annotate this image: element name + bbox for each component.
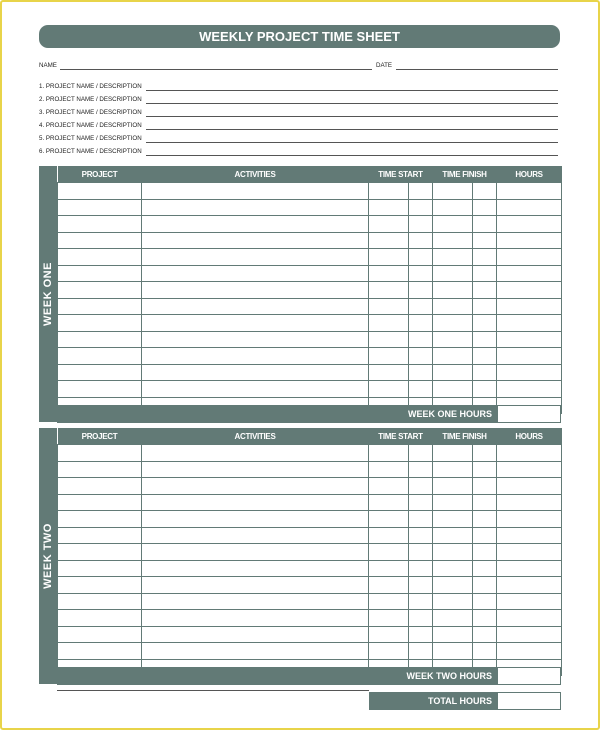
table-cell[interactable] (369, 331, 409, 348)
table-row (58, 544, 562, 561)
table-cell[interactable] (433, 381, 473, 398)
table-cell[interactable] (473, 544, 497, 561)
table-cell[interactable] (497, 199, 562, 216)
table-cell[interactable] (58, 364, 142, 381)
table-cell[interactable] (58, 249, 142, 266)
column-header-project: PROJECT (58, 428, 142, 445)
table-row (58, 381, 562, 398)
table-cell[interactable] (369, 560, 409, 577)
table-cell[interactable] (369, 445, 409, 462)
table-cell[interactable] (142, 381, 369, 398)
column-header-time-start: TIME START (369, 428, 433, 445)
table-cell[interactable] (409, 249, 433, 266)
table-row (58, 265, 562, 282)
total-hours-label: TOTAL HOURS (369, 692, 497, 710)
table-cell[interactable] (58, 610, 142, 627)
table-cell[interactable] (497, 232, 562, 249)
table-row (58, 626, 562, 643)
table-cell[interactable] (369, 461, 409, 478)
table-cell[interactable] (142, 331, 369, 348)
table-cell[interactable] (142, 577, 369, 594)
table-cell[interactable] (142, 527, 369, 544)
table-cell[interactable] (58, 544, 142, 561)
table-cell[interactable] (409, 445, 433, 462)
table-cell[interactable] (369, 478, 409, 495)
table-cell[interactable] (409, 527, 433, 544)
table-cell[interactable] (497, 249, 562, 266)
table-cell[interactable] (497, 494, 562, 511)
table-cell[interactable] (497, 381, 562, 398)
column-header-time-finish: TIME FINISH (433, 166, 497, 183)
table-row (58, 216, 562, 233)
table-cell[interactable] (409, 643, 433, 660)
table-cell[interactable] (142, 315, 369, 332)
week-one-table (57, 166, 562, 414)
table-cell[interactable] (497, 527, 562, 544)
table-cell[interactable] (369, 593, 409, 610)
table-cell[interactable] (369, 249, 409, 266)
table-cell[interactable] (369, 381, 409, 398)
table-cell[interactable] (369, 298, 409, 315)
table-cell[interactable] (433, 199, 473, 216)
table-cell[interactable] (142, 282, 369, 299)
table-row (58, 577, 562, 594)
table-row (58, 643, 562, 660)
table-cell[interactable] (473, 199, 497, 216)
table-cell[interactable] (497, 544, 562, 561)
table-cell[interactable] (142, 461, 369, 478)
table-cell[interactable] (142, 265, 369, 282)
table-cell[interactable] (497, 331, 562, 348)
table-cell[interactable] (409, 265, 433, 282)
table-cell[interactable] (58, 315, 142, 332)
table-cell[interactable] (473, 298, 497, 315)
table-cell[interactable] (369, 282, 409, 299)
table-cell[interactable] (409, 511, 433, 528)
week-two-hours-field[interactable] (497, 667, 561, 685)
table-row (58, 445, 562, 462)
table-cell[interactable] (433, 315, 473, 332)
table-cell[interactable] (58, 626, 142, 643)
table-row (58, 298, 562, 315)
table-row (58, 461, 562, 478)
table-cell[interactable] (409, 331, 433, 348)
week-one-hours-field[interactable] (497, 405, 561, 423)
table-cell[interactable] (409, 494, 433, 511)
project-line-field[interactable] (146, 148, 558, 156)
table-cell[interactable] (369, 511, 409, 528)
column-header-hours: HOURS (497, 166, 562, 183)
table-cell[interactable] (409, 282, 433, 299)
table-cell[interactable] (369, 216, 409, 233)
table-cell[interactable] (142, 232, 369, 249)
table-cell[interactable] (142, 183, 369, 200)
table-cell[interactable] (473, 331, 497, 348)
table-cell[interactable] (58, 593, 142, 610)
table-cell[interactable] (409, 381, 433, 398)
week-one-side-label: WEEK ONE (39, 166, 57, 422)
table-cell[interactable] (409, 593, 433, 610)
table-cell[interactable] (433, 478, 473, 495)
table-cell[interactable] (369, 315, 409, 332)
table-cell[interactable] (433, 560, 473, 577)
total-hours-field[interactable] (497, 692, 561, 710)
table-cell[interactable] (58, 445, 142, 462)
column-header-project: PROJECT (58, 166, 142, 183)
table-cell[interactable] (142, 348, 369, 365)
table-cell[interactable] (473, 610, 497, 627)
table-cell[interactable] (409, 610, 433, 627)
table-cell[interactable] (58, 643, 142, 660)
table-cell[interactable] (369, 527, 409, 544)
table-row (58, 232, 562, 249)
table-cell[interactable] (142, 560, 369, 577)
table-row (58, 183, 562, 200)
table-cell[interactable] (369, 364, 409, 381)
table-cell[interactable] (473, 643, 497, 660)
date-label: DATE (376, 62, 393, 69)
table-cell[interactable] (58, 298, 142, 315)
project-line-label: 4. PROJECT NAME / DESCRIPTION (39, 122, 142, 129)
table-cell[interactable] (409, 315, 433, 332)
table-cell[interactable] (142, 544, 369, 561)
table-cell[interactable] (369, 348, 409, 365)
table-row (58, 364, 562, 381)
table-cell[interactable] (58, 265, 142, 282)
table-cell[interactable] (433, 494, 473, 511)
table-cell[interactable] (58, 511, 142, 528)
week-one-hours-label: WEEK ONE HOURS (57, 405, 497, 423)
project-line-field[interactable] (146, 135, 558, 143)
project-line-field[interactable] (146, 122, 558, 130)
table-cell[interactable] (497, 216, 562, 233)
table-row (58, 348, 562, 365)
table-row (58, 249, 562, 266)
project-line-field[interactable] (146, 109, 558, 117)
table-cell[interactable] (497, 445, 562, 462)
table-cell[interactable] (433, 232, 473, 249)
table-cell[interactable] (142, 494, 369, 511)
table-cell[interactable] (58, 199, 142, 216)
table-cell[interactable] (369, 577, 409, 594)
table-cell[interactable] (473, 560, 497, 577)
table-cell[interactable] (58, 560, 142, 577)
table-cell[interactable] (142, 511, 369, 528)
table-cell[interactable] (409, 183, 433, 200)
table-cell[interactable] (433, 282, 473, 299)
table-cell[interactable] (497, 315, 562, 332)
table-cell[interactable] (58, 527, 142, 544)
table-cell[interactable] (409, 364, 433, 381)
table-cell[interactable] (58, 478, 142, 495)
table-cell[interactable] (409, 216, 433, 233)
column-header-activities: ACTIVITIES (142, 428, 369, 445)
column-header-time-finish: TIME FINISH (433, 428, 497, 445)
table-cell[interactable] (369, 265, 409, 282)
week-two-side-label: WEEK TWO (39, 428, 57, 684)
table-cell[interactable] (433, 183, 473, 200)
table-cell[interactable] (433, 331, 473, 348)
table-cell[interactable] (433, 544, 473, 561)
table-row (58, 199, 562, 216)
table-cell[interactable] (497, 626, 562, 643)
table-cell[interactable] (58, 216, 142, 233)
table-cell[interactable] (369, 610, 409, 627)
table-cell[interactable] (58, 183, 142, 200)
table-cell[interactable] (473, 478, 497, 495)
table-cell[interactable] (369, 199, 409, 216)
table-cell[interactable] (497, 610, 562, 627)
table-cell[interactable] (409, 478, 433, 495)
form-title: WEEKLY PROJECT TIME SHEET (39, 25, 560, 48)
table-cell[interactable] (142, 199, 369, 216)
table-cell[interactable] (473, 282, 497, 299)
table-cell[interactable] (58, 232, 142, 249)
table-cell[interactable] (142, 626, 369, 643)
table-cell[interactable] (142, 593, 369, 610)
table-row (58, 331, 562, 348)
week-two-hours-label: WEEK TWO HOURS (57, 667, 497, 685)
table-cell[interactable] (497, 461, 562, 478)
project-line-label: 3. PROJECT NAME / DESCRIPTION (39, 109, 142, 116)
table-cell[interactable] (433, 610, 473, 627)
table-cell[interactable] (142, 364, 369, 381)
table-cell[interactable] (473, 232, 497, 249)
table-row (58, 527, 562, 544)
table-cell[interactable] (433, 249, 473, 266)
table-cell[interactable] (142, 643, 369, 660)
table-cell[interactable] (497, 511, 562, 528)
project-line-label: 2. PROJECT NAME / DESCRIPTION (39, 96, 142, 103)
table-cell[interactable] (497, 577, 562, 594)
project-line-label: 6. PROJECT NAME / DESCRIPTION (39, 148, 142, 155)
table-cell[interactable] (409, 298, 433, 315)
table-cell[interactable] (409, 560, 433, 577)
table-cell[interactable] (497, 478, 562, 495)
table-cell[interactable] (369, 544, 409, 561)
table-cell[interactable] (369, 626, 409, 643)
table-cell[interactable] (473, 461, 497, 478)
name-field[interactable] (60, 62, 372, 70)
table-cell[interactable] (473, 216, 497, 233)
table-cell[interactable] (497, 593, 562, 610)
table-cell[interactable] (433, 265, 473, 282)
table-cell[interactable] (58, 494, 142, 511)
table-cell[interactable] (473, 511, 497, 528)
name-label: NAME (39, 62, 57, 69)
table-row (58, 560, 562, 577)
table-cell[interactable] (433, 445, 473, 462)
table-row (58, 315, 562, 332)
table-row (58, 478, 562, 495)
table-cell[interactable] (433, 626, 473, 643)
table-cell[interactable] (433, 298, 473, 315)
table-cell[interactable] (433, 593, 473, 610)
table-cell[interactable] (58, 282, 142, 299)
table-cell[interactable] (433, 527, 473, 544)
table-row (58, 494, 562, 511)
table-cell[interactable] (142, 610, 369, 627)
table-cell[interactable] (473, 183, 497, 200)
table-row (58, 511, 562, 528)
project-line-label: 1. PROJECT NAME / DESCRIPTION (39, 83, 142, 90)
column-header-hours: HOURS (497, 428, 562, 445)
table-cell[interactable] (409, 199, 433, 216)
table-cell[interactable] (433, 461, 473, 478)
table-cell[interactable] (142, 298, 369, 315)
table-cell[interactable] (433, 643, 473, 660)
table-cell[interactable] (497, 643, 562, 660)
table-cell[interactable] (433, 364, 473, 381)
table-cell[interactable] (369, 183, 409, 200)
table-cell[interactable] (433, 216, 473, 233)
table-cell[interactable] (473, 626, 497, 643)
bottom-rule (57, 688, 369, 691)
table-cell[interactable] (473, 577, 497, 594)
table-cell[interactable] (409, 348, 433, 365)
table-cell[interactable] (58, 331, 142, 348)
date-field[interactable] (396, 62, 558, 70)
table-cell[interactable] (497, 560, 562, 577)
table-row (58, 593, 562, 610)
table-cell[interactable] (473, 381, 497, 398)
table-cell[interactable] (497, 298, 562, 315)
project-line-field[interactable] (146, 83, 558, 91)
table-cell[interactable] (433, 511, 473, 528)
table-cell[interactable] (473, 593, 497, 610)
table-cell[interactable] (433, 577, 473, 594)
table-cell[interactable] (369, 494, 409, 511)
table-cell[interactable] (497, 364, 562, 381)
table-cell[interactable] (369, 232, 409, 249)
table-cell[interactable] (409, 544, 433, 561)
table-cell[interactable] (473, 527, 497, 544)
table-cell[interactable] (473, 265, 497, 282)
table-cell[interactable] (58, 577, 142, 594)
week-two-table (57, 428, 562, 676)
table-cell[interactable] (409, 232, 433, 249)
table-cell[interactable] (473, 315, 497, 332)
table-cell[interactable] (473, 249, 497, 266)
table-cell[interactable] (473, 348, 497, 365)
table-cell[interactable] (433, 348, 473, 365)
table-cell[interactable] (409, 626, 433, 643)
table-cell[interactable] (473, 494, 497, 511)
table-cell[interactable] (142, 478, 369, 495)
table-cell[interactable] (409, 461, 433, 478)
table-cell[interactable] (497, 183, 562, 200)
table-cell[interactable] (142, 216, 369, 233)
table-cell[interactable] (409, 577, 433, 594)
table-cell[interactable] (58, 461, 142, 478)
table-row (58, 610, 562, 627)
table-cell[interactable] (58, 381, 142, 398)
project-line-label: 5. PROJECT NAME / DESCRIPTION (39, 135, 142, 142)
table-cell[interactable] (369, 643, 409, 660)
column-header-time-start: TIME START (369, 166, 433, 183)
table-row (58, 282, 562, 299)
table-cell[interactable] (142, 445, 369, 462)
table-cell[interactable] (497, 282, 562, 299)
table-cell[interactable] (473, 364, 497, 381)
table-cell[interactable] (142, 249, 369, 266)
table-cell[interactable] (497, 265, 562, 282)
project-line-field[interactable] (146, 96, 558, 104)
table-cell[interactable] (497, 348, 562, 365)
table-cell[interactable] (58, 348, 142, 365)
column-header-activities: ACTIVITIES (142, 166, 369, 183)
table-cell[interactable] (473, 445, 497, 462)
